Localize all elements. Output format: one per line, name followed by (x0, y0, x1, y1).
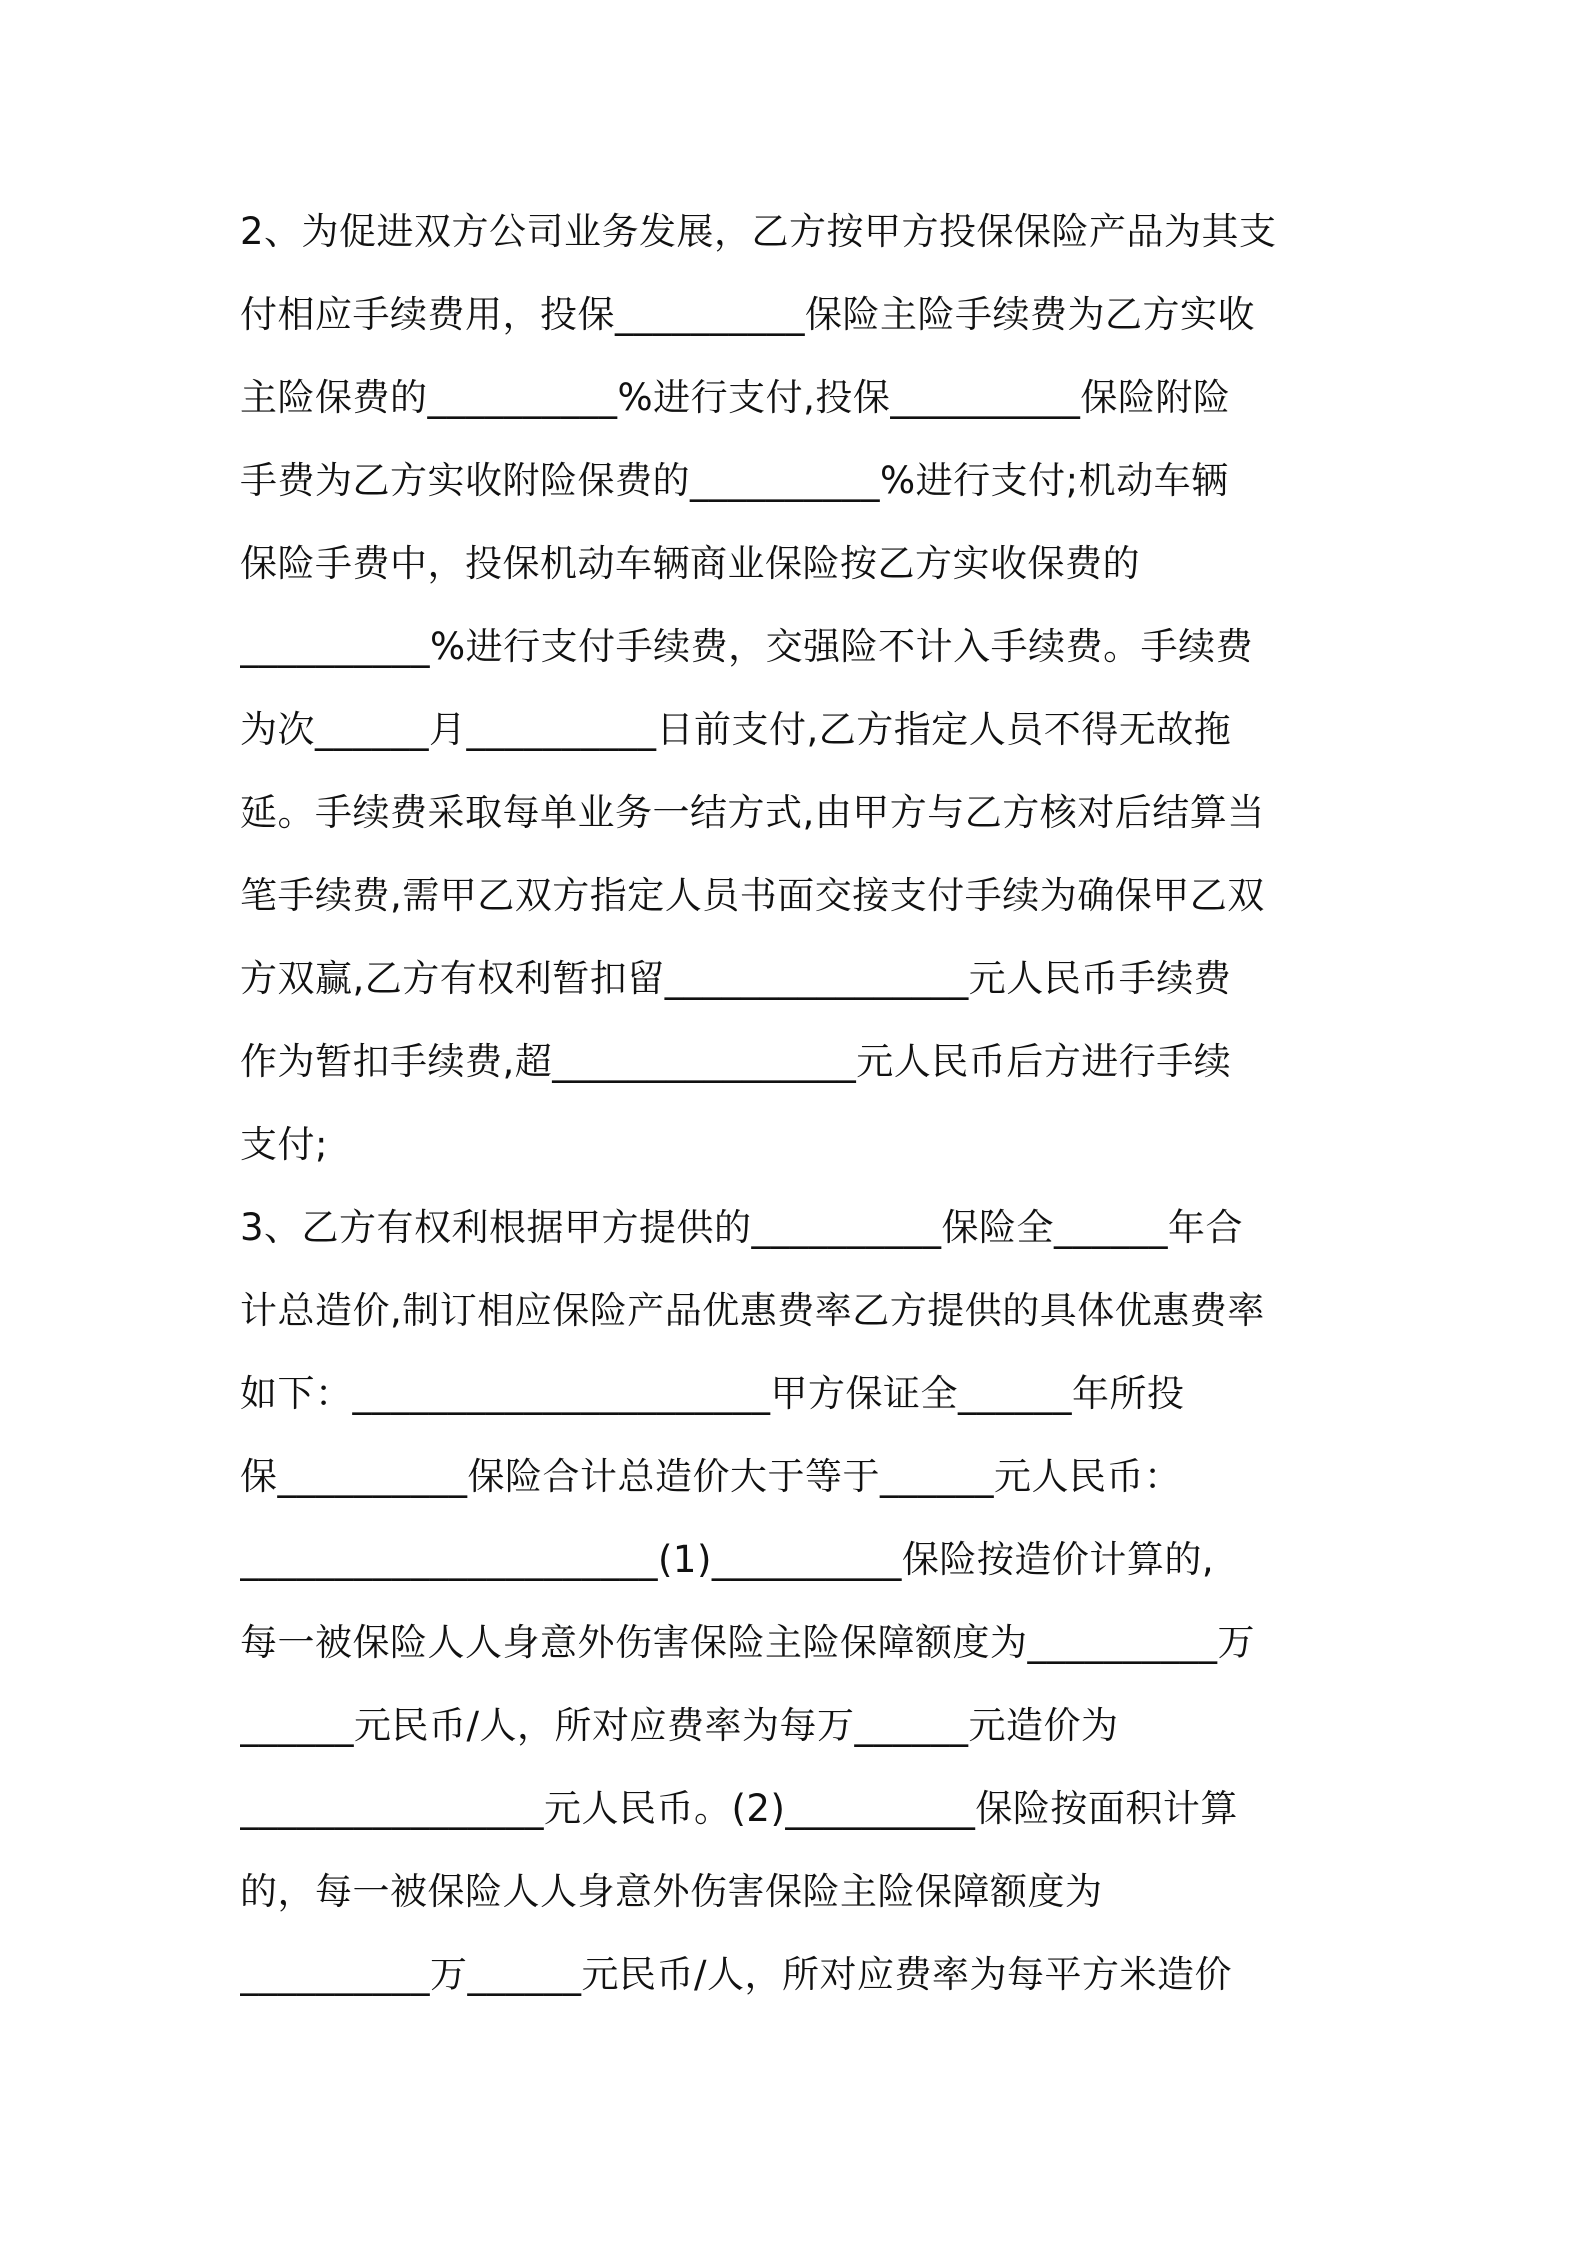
text-line (240, 1360, 1355, 1443)
line-text: 作为暂扣手续费,超________________元人民币后方进行手续 (240, 1040, 1232, 1083)
text-line (240, 530, 1355, 613)
line-text: 3、乙方有权利根据甲方提供的__________保险全______年合 (240, 1206, 1244, 1249)
line-text: 2、为促进双方公司业务发展，乙方按甲方投保保险产品为其支 (240, 210, 1277, 253)
line-text: 为次______月__________日前支付,乙方指定人员不得无故拖 (240, 708, 1232, 751)
line-text: 主险保费的__________%进行支付,投保__________保险附险 (240, 376, 1231, 419)
line-text: __________万______元民币/人，所对应费率为每平方米造价 (240, 1953, 1232, 1996)
line-text: 支付; (240, 1123, 328, 1166)
text-line (240, 1858, 1355, 1941)
line-text: ______元民币/人，所对应费率为每万______元造价为 (240, 1704, 1119, 1747)
text-line (240, 1692, 1355, 1775)
text-line (240, 696, 1355, 779)
text-line (240, 447, 1355, 530)
text-line (240, 1526, 1355, 1609)
line-text: ________________元人民币。(2)__________保险按面积计算 (240, 1787, 1238, 1830)
line-text: 付相应手续费用，投保__________保险主险手续费为乙方实收 (240, 293, 1255, 336)
line-text: 方双赢,乙方有权利暂扣留________________元人民币手续费 (240, 957, 1232, 1000)
document-body (240, 198, 1355, 2024)
text-line (240, 779, 1355, 862)
line-text: 保__________保险合计总造价大于等于______元人民币： (240, 1455, 1182, 1498)
line-text: 计总造价,制订相应保险产品优惠费率乙方提供的具体优惠费率 (240, 1289, 1265, 1332)
text-line (240, 1443, 1355, 1526)
text-line (240, 1609, 1355, 1692)
text-line (240, 1277, 1355, 1360)
line-text: 手费为乙方实收附险保费的__________%进行支付;机动车辆 (240, 459, 1229, 502)
text-line (240, 281, 1355, 364)
line-text: 笔手续费,需甲乙双方指定人员书面交接支付手续为确保甲乙双 (240, 874, 1265, 917)
text-line (240, 1194, 1355, 1277)
text-line (240, 862, 1355, 945)
text-line (240, 613, 1355, 696)
line-text: __________%进行支付手续费，交强险不计入手续费。手续费 (240, 625, 1254, 668)
line-text: 如下：______________________甲方保证全______年所投 (240, 1372, 1185, 1415)
line-text: 每一被保险人人身意外伤害保险主险保障额度为__________万 (240, 1621, 1255, 1664)
text-line (240, 1111, 1355, 1194)
text-line (240, 198, 1355, 281)
text-line (240, 945, 1355, 1028)
text-line (240, 364, 1355, 447)
line-text: 的，每一被保险人人身意外伤害保险主险保障额度为 (240, 1870, 1103, 1913)
text-line (240, 1775, 1355, 1858)
line-text: 延。手续费采取每单业务一结方式,由甲方与乙方核对后结算当 (240, 791, 1265, 834)
text-line (240, 1941, 1355, 2024)
line-text: 保险手费中，投保机动车辆商业保险按乙方实收保费的 (240, 542, 1140, 585)
line-text: ______________________(1)__________保险按造价计算的, (240, 1538, 1215, 1581)
text-line (240, 1028, 1355, 1111)
